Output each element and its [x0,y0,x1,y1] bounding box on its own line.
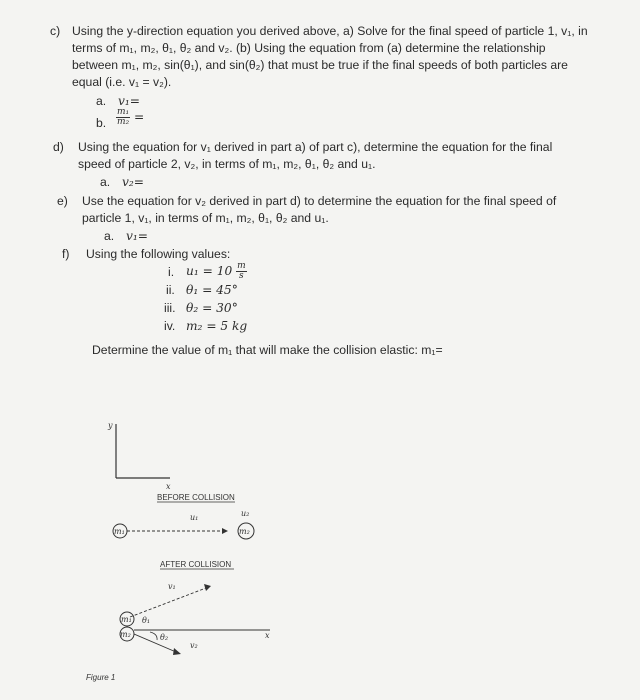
part-e-line-1: Use the equation for v₂ derived in part d) to determine the equation for the final speed of [82,194,557,208]
fraction-numerator: m₁ [117,107,130,117]
v1-velocity-arrow [130,588,206,617]
before-collision-label: BEFORE COLLISION [157,493,235,502]
part-d-line-1: Using the equation for v₁ derived in part a) of part c), determine the equation for the final [78,140,553,154]
particle-2-before-label: m₂ [239,527,250,536]
part-d-marker: d) [53,140,64,154]
part-e-item-a-marker: a. [104,229,115,243]
v2-velocity-arrow [134,634,176,652]
label-u2: u₂ [241,509,250,518]
u1-arrowhead [222,528,228,534]
label-theta1: θ₁ [142,616,151,625]
value-u1-text: u₁ = 10 [186,264,233,278]
part-c-line-1: Using the y-direction equation you derived above, a) Solve for the final speed of particle 1, v₁, in [72,24,588,38]
part-c-marker: c) [50,24,61,38]
part-c-line-2: terms of m₁, m₂, θ₁, θ₂ and v₂. (b) Using the equation from (a) determine the relationship [72,41,546,55]
unit-numerator: m [237,261,246,271]
value-theta2: θ₂ = 30° [186,301,238,315]
part-d-line-2: speed of particle 2, v₂, in terms of m₁, m₂, θ₁, θ₂ and u₁. [78,157,376,171]
v1-arrowhead [204,584,211,591]
part-c-line-3: between m₁, m₂, sin(θ₁), and sin(θ₂) that must be true if the final speeds of both particles are [72,58,568,72]
particle-2-after-label: m₂ [120,630,131,639]
part-c-item-a-answer: v₁= [118,94,140,108]
label-v1: v₁ [168,582,176,591]
label-u1: u₁ [190,513,199,522]
theta2-arc [150,632,157,640]
value-ii-marker: ii. [166,283,175,297]
value-m2: m₂ = 5 kg [186,319,248,333]
axis-x-label: x [166,482,171,491]
part-c-item-b-marker: b. [96,116,107,130]
value-i-marker: i. [168,265,175,279]
part-c-item-a-marker: a. [96,94,107,108]
fraction-equals: = [134,110,145,124]
part-d-item-a-marker: a. [100,175,111,189]
after-axis-x-label: x [265,631,270,640]
part-c-line-4: equal (i.e. v₁ = v₂). [72,75,172,89]
after-collision-label: AFTER COLLISION [160,560,232,569]
v2-arrowhead [173,648,181,655]
part-e-marker: e) [57,194,68,208]
figure-caption: Figure 1 [86,673,116,682]
part-e-item-a-answer: v₁= [126,229,148,243]
part-f-intro: Using the following values: [86,247,231,261]
part-f-question: Determine the value of m₁ that will make the collision elastic: m₁= [92,343,443,357]
particle-1-after-label: m₁ [121,615,132,624]
value-iv-marker: iv. [164,319,176,333]
particle-1-before-label: m₁ [114,527,125,536]
axis-y-label: y [108,421,113,430]
fraction-denominator: m₂ [117,117,130,127]
part-e-line-2: particle 1, v₁, in terms of m₁, m₂, θ₁, θ₂ and u₁. [82,211,329,225]
unit-denominator: s [239,271,244,281]
label-v2: v₂ [190,641,198,650]
part-f-marker: f) [62,247,70,261]
value-iii-marker: iii. [164,301,176,315]
part-d-item-a-answer: v₂= [122,175,144,189]
value-theta1: θ₁ = 45° [186,283,238,297]
label-theta2: θ₂ [160,633,169,642]
